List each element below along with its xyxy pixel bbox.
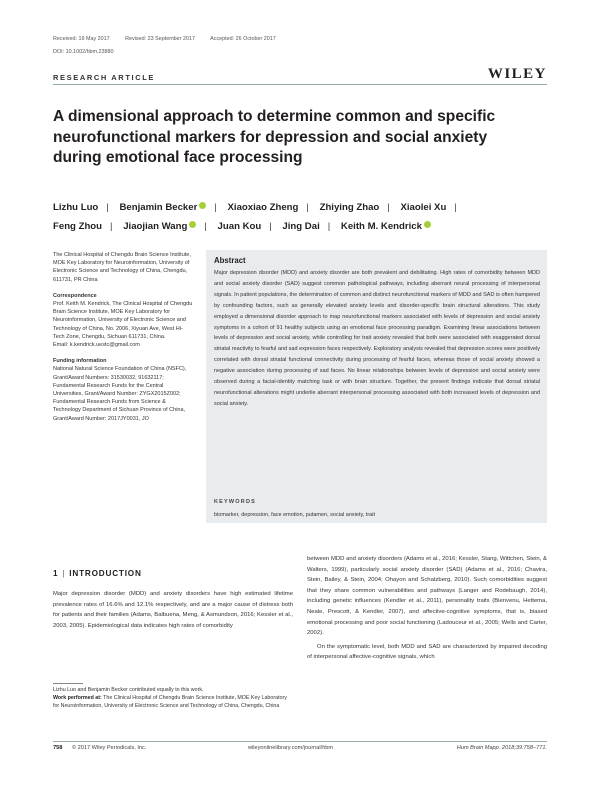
section-number: 1 [53,569,59,578]
footer-rule [53,741,547,742]
paper-title: A dimensional approach to determine common and specific neurofunctional markers for depression and social anxiety during emotional face processing [53,108,496,166]
received-date: Received: 19 May 2017 [53,36,110,42]
funding-heading: Funding information [53,358,107,365]
journal-url[interactable]: wileyonlinelibrary.com/journal/hbm [248,745,334,751]
header-rule [53,84,547,85]
orcid-icon[interactable] [199,202,206,209]
author-name: Lizhu Luo [53,202,99,213]
funding-text: National Natural Science Foundation of China (NSFC), Grant/Award Numbers: 31530032, 91632117; Fundamental Research Funds for the Central Universities, Grant/Award Number: ZYGX2015Z002; Fundamental Research Funds from Science & Technology Department of Sichuan Province of China, Grant/Award Number: 2017JY0031, JO [53,366,187,422]
journal-citation: Hum Brain Mapp. 2018;39:758–771. [456,745,547,751]
author-name: Zhiying Zhao [319,202,380,213]
author-list: Lizhu Luo | Benjamin Becker | Xiaoxiao Zheng | Zhiying Zhao | Xiaolei Xu | Feng Zhou | Jiaojian Wang | Juan Kou | Jing Dai | Keith M. Kendrick [53,202,457,232]
intro-paragraph: On the symptomatic level, both MDD and SAD are characterized by impaired decoding of interpersonal affective-cognitive signals, which [307,643,547,661]
publisher-logo: WILEY [487,66,547,82]
author-name: Jing Dai [282,221,320,232]
revised-date: Revised: 23 September 2017 [125,36,195,42]
work-performed-note: Work performed at: The Clinical Hospital of Chengdu Brain Science Institute, MOE Key Laboratory for Neuroinformation, University of Electronic Science and Technology of China, Chengdu, China [53,695,287,710]
accepted-date: Accepted: 26 October 2017 [210,36,276,42]
orcid-icon[interactable] [424,221,431,228]
sidebar-info [53,251,193,423]
contribution-note: Lizhu Luo and Benjamin Becker contributed equally to this work. [53,687,204,693]
affiliation: The Clinical Hospital of Chengdu Brain Science Institute, MOE Key Laboratory for Neuroinformation, University of Electronic Science and Technology of China, Chengdu, 611731, PR China [53,252,191,283]
abstract-box [206,250,547,523]
abstract-text: Major depression disorder (MDD) and anxiety disorder are both prevalent and debilitating. High rates of comorbidity between MDD and social anxiety disorder (SAD) suggest common pathological pathways, including aberrant neural processing of interpersonal signals. In patient populations, the determination of common and distinct neurofunctional markers of MDD and SAD is often hampered by confounding factors, such as generally elevated anxiety levels and disorder-specific brain structural alterations. This study employed a dimensional disorder approach to map neurofunctional markers associated with levels of depression and social anxiety symptoms in a cohort of 91 healthy subjects using an emotional face processing paradigm. Examining linear associations between levels of depression and social anxiety, while controlling for trait anxiety revealed that both were associated with exaggerated dorsal striatal reactivity to fearful and sad expression faces respectively. Exploratory analysis revealed that depression scores were positively correlated with dorsal striatal functional connectivity during processing of fearful faces, whereas those of social anxiety showed a negative association during processing of sad faces. No linear relationships between levels of depression and social anxiety were observed during a facial-identity matching task or with brain structure. Together, the present findings indicate that dorsal striatal neurofunctional alterations might underlie aberrant interpersonal processing associated with both increased levels of depression and social anxiety. [214,270,540,407]
article-type: RESEARCH ARTICLE [53,73,155,82]
doi[interactable]: DOI: 10.1002/hbm.23880 [53,49,114,55]
keywords-heading: KEYWORDS [214,499,256,505]
page-number: 758 [53,745,63,751]
keywords-text: biomarker, depression, face emotion, putamen, social anxiety, trait [214,512,376,518]
intro-right-column [307,554,547,663]
abstract-heading: Abstract [214,256,246,265]
author-name: Benjamin Becker [119,202,206,213]
orcid-icon[interactable] [189,221,196,228]
author-name: Juan Kou [217,221,262,232]
correspondence-heading: Correspondence [53,292,97,299]
author-name: Keith M. Kendrick [341,221,431,232]
author-name: Feng Zhou [53,221,103,232]
footnotes [53,686,293,711]
copyright: © 2017 Wiley Periodicals, Inc. [72,745,147,751]
dates-line [53,36,290,42]
author-name: Xiaoxiao Zheng [227,202,299,213]
intro-left-column: Major depression disorder (MDD) and anxiety disorders have high estimated lifetime prevalence rates of 16.6% and 12.1% respectively, and are a major cause of distress both for patients and their families (Adams, Balbuena, Meng, & Asmundson, 2016; Kessler et al., 2003, 2005). Epidemiological data indicates high rates of comorbidity [53,591,293,629]
author-name: Jiaojian Wang [123,221,196,232]
section-title: INTRODUCTION [69,569,142,578]
correspondence-text: Prof. Keith M. Kendrick, The Clinical Hospital of Chengdu Brain Science Institute, MOE Key Laboratory for Neuroinformation, University of Electronic Science and Technology of China, No. 2006, Xiyuan Ave, West Hi-Tech Zone, Chengdu, Sichuan 611731, China. [53,301,193,340]
author-name: Xiaolei Xu [400,202,447,213]
correspondence-email[interactable]: Email: k.kendrick.uestc@gmail.com [53,342,140,349]
footnote-rule [53,683,83,684]
section-heading: 1 | INTRODUCTION [53,569,142,578]
intro-paragraph: between MDD and anxiety disorders (Adams et al., 2016; Kessler, Stang, Wittchen, Stein, & Walters, 1999), particularly social anxiety disorder (SAD) (Adams et al., 2016; Chavira, Stein, Bailey, & Stein, 2004; Ohayon and Schatzberg, 2010). Such comorbidities suggest that they share common vulnerabilities and pathways (Langer and Rodebaugh, 2014), including genetic influences (Kendler et al., 2011), personality traits (Bienvenu, Hettema, Neale, Prescott, & Kendler, 2007), and affective-cognitive symptoms, that is, biased emotional processing and poor social functioning (Ladouceur et al., 2005; Wells and Carter, 2002). [307,556,547,637]
